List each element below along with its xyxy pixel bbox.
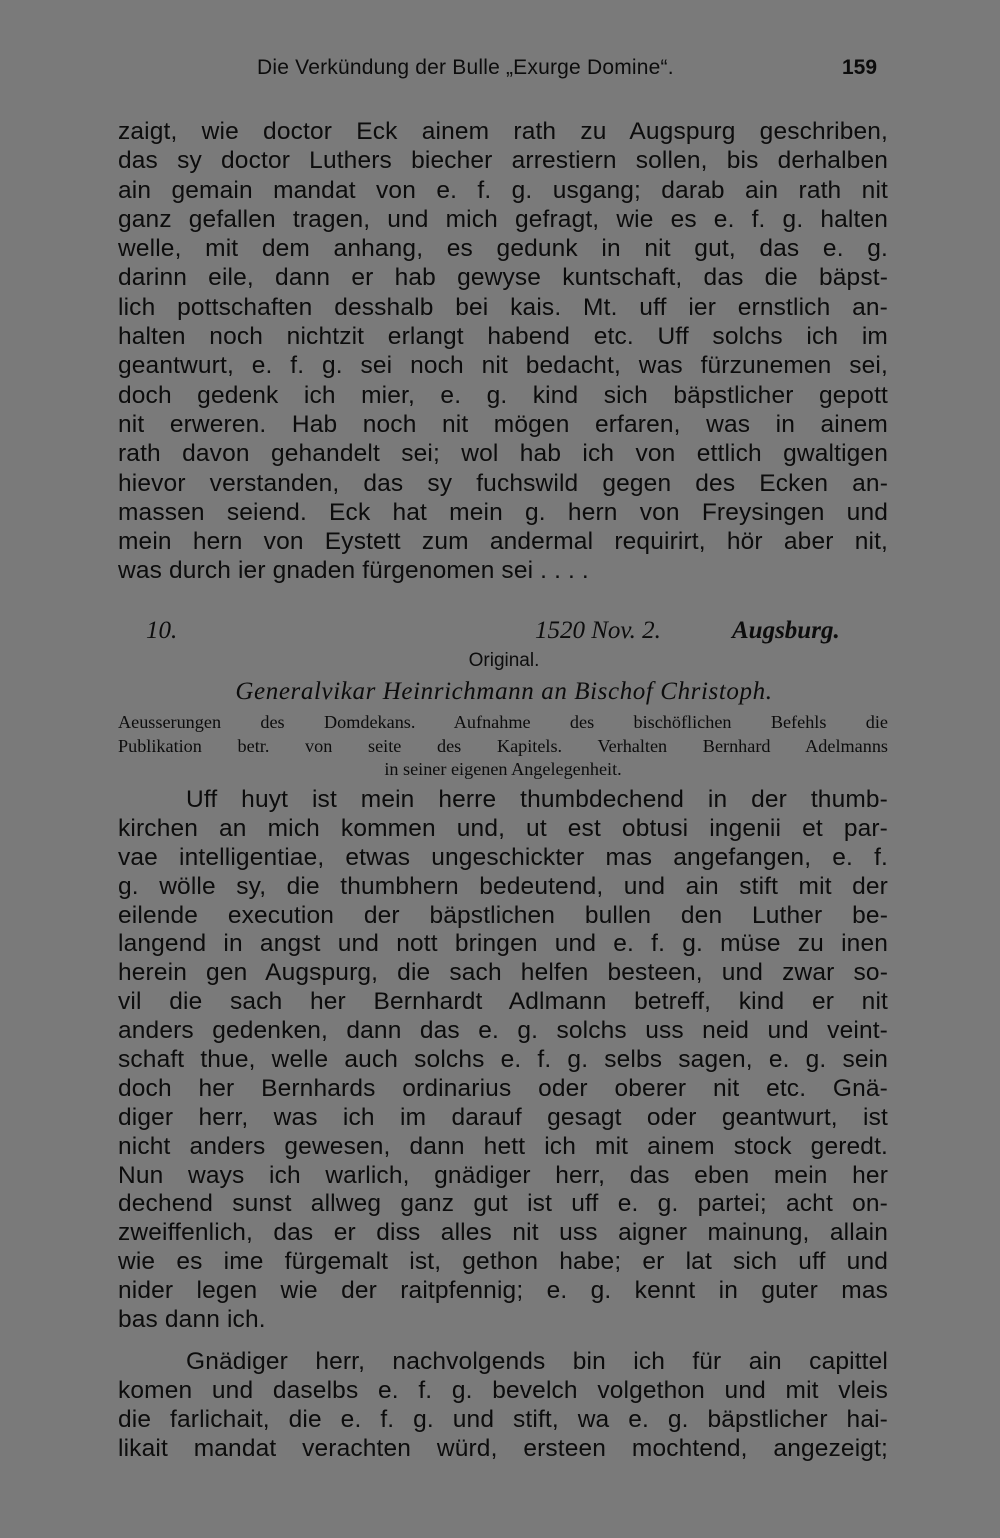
text-line: nicht anders gewesen, dann hett ich mit ainem stock geredt.	[118, 1132, 888, 1160]
text-line: anders gedenken, dann das e. g. solchs uss neid und veint-	[118, 1017, 888, 1045]
text-line: schaft thue, welle auch solchs e. f. g. selbs sagen, e. g. sein	[118, 1046, 888, 1074]
document-place: Augsburg.	[732, 617, 840, 644]
text-line: komen und daselbs e. f. g. bevelch volgethon und mit vleis	[118, 1376, 888, 1404]
text-line: lich pottschaften desshalb bei kais. Mt. uff ier ernstlich an-	[118, 293, 888, 321]
text-line: wie es ime fürgemalt ist, gethon habe; er lat sich uff und	[118, 1248, 888, 1276]
text-line: herein gen Augspurg, die sach helfen besteen, und zwar so-	[118, 959, 888, 987]
text-line: kirchen an mich kommen und, ut est obtusi ingenii et par-	[118, 814, 888, 842]
summary-line: Aeusserungen des Domdekans. Aufnahme des bischöflichen Befehls die	[118, 712, 888, 732]
text-line: diger herr, was ich im darauf gesagt oder geantwurt, ist	[118, 1103, 888, 1131]
text-line: vae intelligentiae, etwas ungeschickter mas angefangen, e. f.	[118, 843, 888, 871]
text-line: Uff huyt ist mein herre thumbdechend in der thumb-	[186, 786, 888, 813]
text-line: dechend sunst allweg ganz gut ist uff e. g. partei; acht on-	[118, 1190, 888, 1218]
text-line: rath davon gehandelt sei; wol hab ich von ettlich gwaltigen	[118, 440, 888, 468]
running-head: Die Verkündung der Bulle „Exurge Domine“.	[257, 56, 674, 79]
text-line: g. wölle sy, die thumbhern bedeutend, und ain stift mit der	[118, 872, 888, 900]
text-line: nider legen wie der raitpfennig; e. g. kennt in guter mas	[118, 1277, 888, 1305]
text-line: doch her Bernhards ordinarius oder oberer nit etc. Gnä-	[118, 1074, 888, 1102]
page-number: 159	[842, 56, 878, 79]
letter-continuation-paragraph	[118, 117, 888, 586]
document-number: 10.	[146, 617, 178, 644]
text-line: vil die sach her Bernhardt Adlmann betreff, kind er nit	[118, 988, 888, 1016]
text-line: was durch ier gnaden fürgenomen sei . . . .	[118, 557, 589, 585]
text-line: ganz gefallen tragen, und mich gefragt, wie es e. f. g. halten	[118, 205, 888, 233]
text-line: welle, mit dem anhang, es gedunk in nit gut, das e. g.	[118, 235, 888, 263]
text-line: hievor verstanden, das sy fuchswild gegen des Ecken an-	[118, 469, 888, 497]
text-line: ain gemain mandat von e. f. g. usgang; darab ain rath nit	[118, 176, 888, 204]
letter-body-paragraph	[118, 786, 888, 1335]
text-line: zweiffenlich, das er diss alles nit uss aigner mainung, allain	[118, 1219, 888, 1247]
text-line: Gnädiger herr, nachvolgends bin ich für ain capittel	[186, 1348, 888, 1375]
text-line: die farlichait, die e. f. g. und stift, wa e. g. bäpstlicher hai-	[118, 1405, 888, 1433]
text-line: zaigt, wie doctor Eck ainem rath zu Augspurg geschriben,	[118, 118, 888, 145]
text-line: langend in angst und nott bringen und e. f. g. müse zu inen	[118, 930, 888, 958]
text-line: bas dann ich.	[118, 1306, 266, 1334]
document-date: 1520 Nov. 2.	[535, 617, 661, 644]
document-source: Original.	[468, 650, 540, 671]
text-line: mein hern von Eystett zum andermal requirirt, hör aber nit,	[118, 528, 888, 556]
text-line: doch gedenk ich mier, e. g. kind sich bäpstlicher gepott	[118, 381, 888, 409]
text-line: darinn eile, dann er hab gewyse kuntschaft, das die bäpst-	[118, 264, 888, 292]
document-summary	[118, 711, 888, 782]
summary-line: Publikation betr. von seite des Kapitels. Verhalten Bernhard Adelmanns	[118, 735, 888, 756]
text-line: geantwurt, e. f. g. sei noch nit bedacht, was fürzunemen sei,	[118, 352, 888, 380]
text-line: likait mandat verachten würd, ersteen mochtend, angezeigt;	[118, 1434, 888, 1462]
document-title: Generalvikar Heinrichmann an Bischof Christoph.	[235, 678, 773, 705]
text-line: eilende execution der bäpstlichen bullen den Luther be-	[118, 901, 888, 929]
summary-line: in seiner eigenen Angelegenheit.	[384, 759, 622, 780]
text-line: das sy doctor Luthers biecher arrestiern sollen, bis derhalben	[118, 147, 888, 175]
letter-body-paragraph	[118, 1348, 888, 1464]
text-line: Nun ways ich warlich, gnädiger herr, das eben mein her	[118, 1161, 888, 1189]
text-line: nit erweren. Hab noch nit mögen erfaren, was in ainem	[118, 410, 888, 438]
text-line: halten noch nichtzit erlangt habend etc. Uff solchs ich im	[118, 323, 888, 351]
text-line: massen seiend. Eck hat mein g. hern von Freysingen und	[118, 498, 888, 526]
